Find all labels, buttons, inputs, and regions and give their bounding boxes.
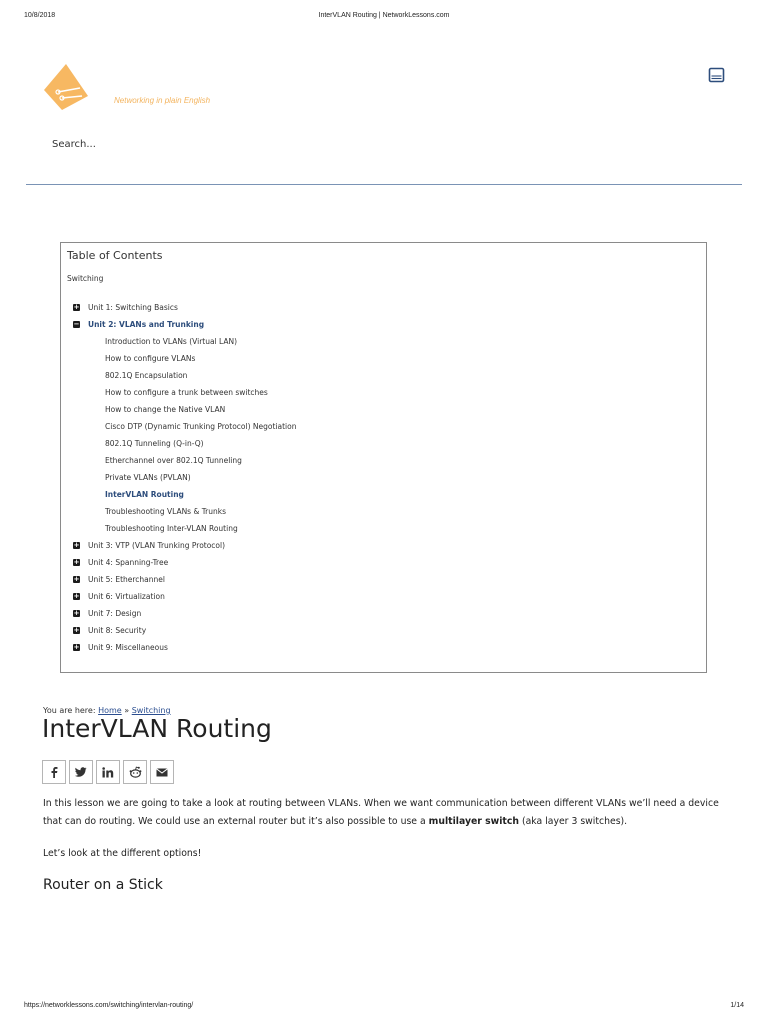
breadcrumb-home-link[interactable]: Home <box>98 706 122 715</box>
intro-paragraph <box>43 795 723 831</box>
share-facebook-button[interactable] <box>42 760 66 784</box>
toc-category: Switching <box>67 274 104 283</box>
toc-lesson-link[interactable]: Etherchannel over 802.1Q Tunneling <box>105 456 242 465</box>
brand-logo[interactable] <box>42 62 90 112</box>
share-buttons <box>42 760 174 784</box>
email-icon <box>156 768 168 777</box>
toc-unit-6[interactable] <box>73 591 165 603</box>
brand-tagline: Networking in plain English <box>114 96 211 105</box>
share-twitter-button[interactable] <box>69 760 93 784</box>
toc-lesson-link[interactable]: How to change the Native VLAN <box>105 405 226 414</box>
twitter-icon <box>75 767 87 777</box>
toc-unit-label: Unit 2: VLANs and Trunking <box>88 320 205 329</box>
options-paragraph: Let’s look at the different options! <box>43 848 202 859</box>
header-divider <box>26 184 742 185</box>
toc-unit-label: Unit 8: Security <box>88 626 147 635</box>
toc-lesson-link[interactable]: 802.1Q Tunneling (Q-in-Q) <box>105 439 204 448</box>
multilayer-switch-term: multilayer switch <box>428 816 520 827</box>
toc-title: Table of Contents <box>67 249 163 262</box>
toc-lesson-link[interactable]: Troubleshooting Inter-VLAN Routing <box>105 524 238 533</box>
toc-lesson-link[interactable]: Private VLANs (PVLAN) <box>105 473 191 482</box>
expand-icon[interactable]: + <box>73 557 80 566</box>
toc-unit-2[interactable] <box>73 319 204 331</box>
expand-icon[interactable]: + <box>73 608 80 617</box>
toc-unit-1[interactable] <box>73 302 178 314</box>
expand-icon[interactable]: + <box>73 642 80 651</box>
page-title: InterVLAN Routing <box>42 714 272 743</box>
toc-lesson-link[interactable]: InterVLAN Routing <box>105 490 184 499</box>
toc-unit-8[interactable] <box>73 625 146 637</box>
expand-icon[interactable]: + <box>73 540 80 549</box>
toc-unit-label: Unit 1: Switching Basics <box>88 303 178 312</box>
toc-unit-9[interactable] <box>73 642 168 654</box>
facebook-icon <box>49 766 59 778</box>
expand-icon[interactable]: + <box>73 591 80 600</box>
breadcrumb-prefix: You are here: <box>43 706 96 715</box>
print-title: InterVLAN Routing | NetworkLessons.com <box>318 12 450 19</box>
toc-unit-4[interactable] <box>73 557 168 569</box>
toc-unit-label: Unit 5: Etherchannel <box>88 575 165 584</box>
toc-lesson-link[interactable]: How to configure VLANs <box>105 354 196 363</box>
expand-icon[interactable]: + <box>73 625 80 634</box>
menu-button[interactable] <box>707 66 727 84</box>
toc-lesson-link[interactable]: Troubleshooting VLANs & Trunks <box>105 507 227 516</box>
toc-lesson-link[interactable]: Cisco DTP (Dynamic Trunking Protocol) Negotiation <box>105 422 297 431</box>
toc-unit-label: Unit 3: VTP (VLAN Trunking Protocol) <box>88 541 226 550</box>
print-date: 10/8/2018 <box>24 12 56 19</box>
print-page-number: 1/14 <box>730 1002 744 1009</box>
toc-lesson-link[interactable]: How to configure a trunk between switches <box>105 388 268 397</box>
toc-unit-5[interactable] <box>73 574 165 586</box>
table-of-contents <box>60 242 707 673</box>
print-url: https://networklessons.com/switching/intervlan-routing/ <box>24 1002 194 1009</box>
share-email-button[interactable] <box>150 760 174 784</box>
search-input[interactable] <box>52 136 352 152</box>
toc-unit-label: Unit 7: Design <box>88 609 142 618</box>
toc-unit-3[interactable] <box>73 540 225 552</box>
breadcrumb-switching-link[interactable]: Switching <box>131 706 171 715</box>
toc-lesson-link[interactable]: 802.1Q Encapsulation <box>105 371 188 380</box>
share-reddit-button[interactable] <box>123 760 147 784</box>
intro-text-end: (aka layer 3 switches). <box>519 816 628 827</box>
expand-icon[interactable]: + <box>73 302 80 311</box>
section-heading: Router on a Stick <box>43 877 163 893</box>
share-linkedin-button[interactable] <box>96 760 120 784</box>
collapse-icon[interactable]: − <box>73 319 80 328</box>
expand-icon[interactable]: + <box>73 574 80 583</box>
reddit-icon <box>129 766 142 778</box>
toc-unit-label: Unit 9: Miscellaneous <box>88 643 168 652</box>
print-header <box>0 12 768 22</box>
intro-text-start: In this lesson we are going to take a look at routing between VLANs. When we want communication between different VLANs we’ll need a device that can do routing. We could use an external router but it’s also possible to use a <box>43 798 719 827</box>
toc-unit-7[interactable] <box>73 608 141 620</box>
linkedin-icon <box>102 767 114 778</box>
print-footer <box>0 1002 768 1012</box>
breadcrumb-separator: » <box>124 706 130 715</box>
menu-icon <box>707 66 727 84</box>
toc-unit-label: Unit 4: Spanning-Tree <box>88 558 169 567</box>
toc-unit-label: Unit 6: Virtualization <box>88 592 165 601</box>
toc-lesson-link[interactable]: Introduction to VLANs (Virtual LAN) <box>105 337 238 346</box>
